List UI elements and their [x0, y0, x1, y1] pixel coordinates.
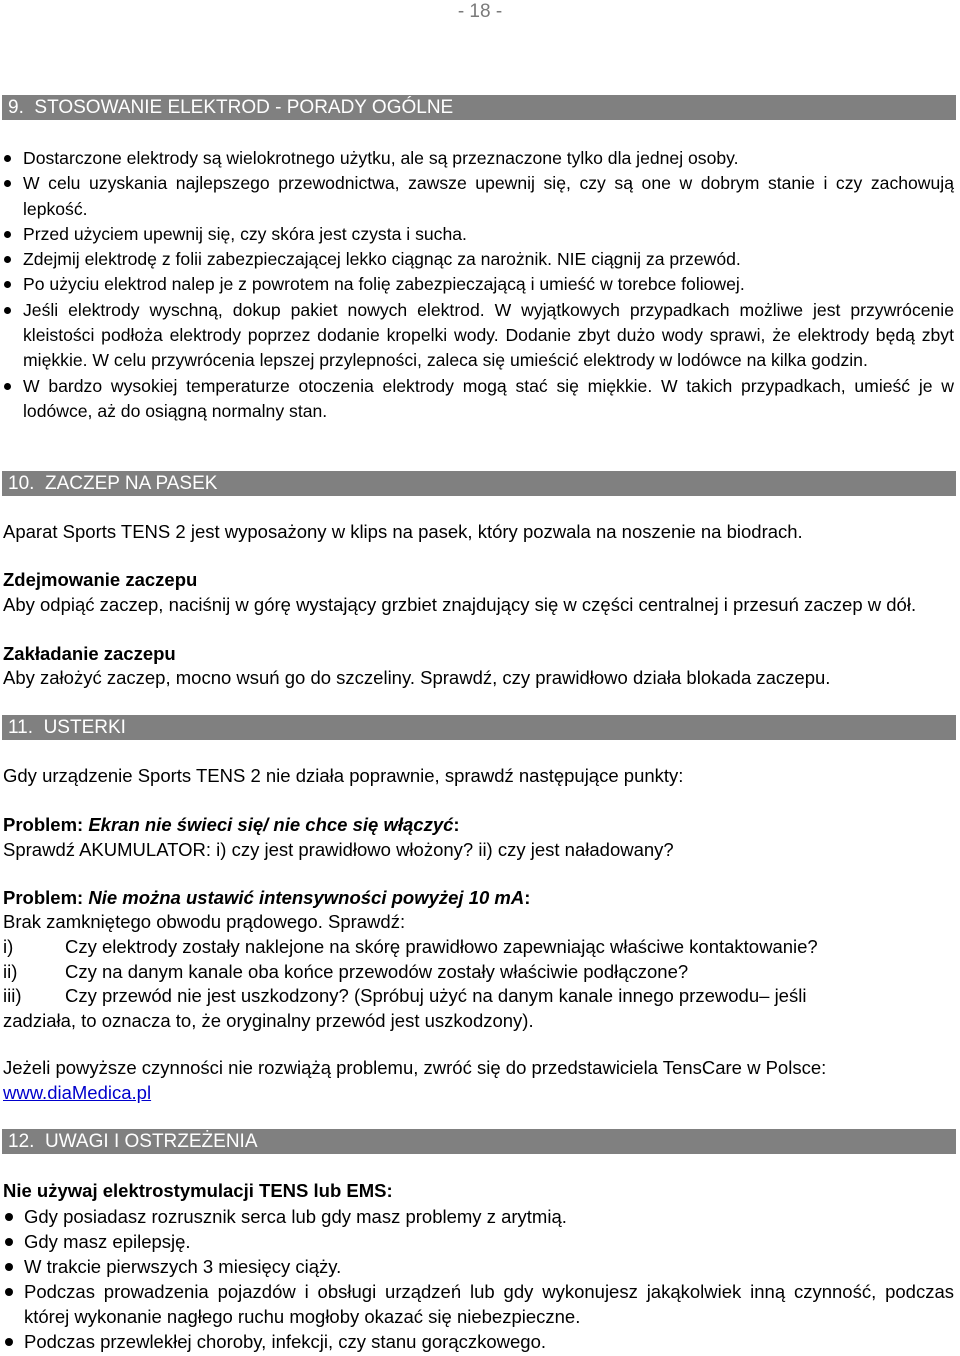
check-item	[3, 960, 955, 985]
check-item	[3, 984, 955, 1009]
list-item: Jeśli elektrody wyschną, dokup pakiet nowych elektrod. W wyjątkowych przypadkach możliwe jest przywrócenie kleistości podłoża elektrody poprzez dodanie kropelki wody. Dodanie zbyt dużo wody sprawi, że elektrody będą zbyt miękkie. W celu przywrócenia lepszej przylepności, zaleca się umieścić elektrody w lodówce na kilka godzin.	[0, 298, 954, 374]
list-item: Zdejmij elektrodę z folii zabezpieczającej lekko ciągnąc za narożnik. NIE ciągnij za przewód.	[0, 247, 954, 272]
section-12-header	[2, 1129, 956, 1154]
section-11-header	[2, 715, 956, 740]
problem-1-text: Sprawdź AKUMULATOR: i) czy jest prawidłowo włożony? ii) czy jest naładowany?	[3, 839, 674, 860]
removal-heading: Zdejmowanie zaczepu	[3, 569, 198, 590]
section-number: 11.	[8, 717, 34, 738]
troubleshoot-intro: Gdy urządzenie Sports TENS 2 nie działa poprawnie, sprawdź następujące punkty:	[3, 765, 684, 786]
check-item	[3, 935, 955, 960]
problem-label: Problem:	[3, 887, 84, 908]
list-item: Gdy masz epilepsję.	[0, 1229, 954, 1254]
warnings-heading: Nie używaj elektrostymulacji TENS lub EMS:	[3, 1180, 393, 1201]
checks-list	[3, 935, 955, 1033]
belt-clip-intro: Aparat Sports TENS 2 jest wyposażony w klips na pasek, który pozwala na noszenie na biodrach.	[3, 521, 803, 542]
contact-text: Jeżeli powyższe czynności nie rozwiążą problemu, zwróć się do przedstawiciela TensCare w Polsce:	[3, 1057, 827, 1078]
attach-text: Aby założyć zaczep, mocno wsuń go do szczeliny. Sprawdź, czy prawidłowo działa blokada zaczepu.	[3, 667, 831, 688]
check-text: Czy przewód nie jest uszkodzony? (Spróbuj użyć na danym kanale innego przewodu– jeśli	[65, 985, 807, 1006]
list-item: Gdy posiadasz rozrusznik serca lub gdy masz problemy z arytmią.	[0, 1204, 954, 1229]
attach-heading: Zakładanie zaczepu	[3, 643, 176, 664]
removal-text: Aby odpiąć zaczep, naciśnij w górę wystający grzbiet znajdujący się w części centralnej i przesuń zaczep w dół.	[3, 594, 917, 615]
section-title: STOSOWANIE ELEKTROD - PORADY OGÓLNE	[34, 97, 454, 118]
problem-label: Problem:	[3, 814, 84, 835]
electrode-tips-list	[0, 146, 954, 424]
diamedica-link[interactable]: www.diaMedica.pl	[3, 1082, 152, 1103]
section-9-header	[2, 95, 956, 120]
list-item: Podczas przewlekłej choroby, infekcji, czy stanu gorączkowego.	[0, 1329, 954, 1354]
check-label: iii)	[3, 985, 22, 1006]
list-item: Dostarczone elektrody są wielokrotnego użytku, ale są przeznaczone tylko dla jednej osoby.	[0, 146, 954, 171]
problem-colon: :	[453, 814, 460, 835]
problem-2-text: Brak zamkniętego obwodu prądowego. Sprawdź:	[3, 911, 406, 932]
section-number: 10.	[8, 473, 35, 494]
list-item: Podczas prowadzenia pojazdów i obsługi urządzeń lub gdy wykonujesz jakąkolwiek inną czynność, podczas której wykonanie nagłego ruchu mogłoby okazać się niebezpieczne.	[0, 1279, 954, 1329]
section-number: 9.	[8, 97, 24, 118]
list-item: W bardzo wysokiej temperaturze otoczenia elektrody mogą stać się miękkie. W takich przypadkach, umieść je w lodówce, aż do osiągną normalny stan.	[0, 374, 954, 425]
problem-title: Nie można ustawić intensywności powyżej 10 mA	[88, 887, 525, 908]
list-item: W trakcie pierwszych 3 miesięcy ciąży.	[0, 1254, 954, 1279]
check-text: Czy na danym kanale oba końce przewodów zostały właściwie podłączone?	[65, 960, 689, 982]
check-text: Czy elektrody zostały naklejone na skórę prawidłowo zapewniając właściwe kontaktowanie?	[65, 936, 818, 957]
problem-1-heading	[3, 813, 955, 838]
section-10-header	[2, 471, 956, 496]
page-number: - 18 -	[457, 1, 503, 22]
contact-link-wrap	[3, 1081, 955, 1106]
section-number: 12.	[8, 1131, 35, 1152]
problem-title: Ekran nie świeci się/ nie chce się włączyć	[88, 814, 454, 835]
problem-colon: :	[524, 887, 531, 908]
list-item: Po użyciu elektrod nalep je z powrotem na folię zabezpieczającą i umieść w torebce foliowej.	[0, 272, 954, 297]
list-item: W celu uzyskania najlepszego przewodnictwa, zawsze upewnij się, czy są one w dobrym stanie i czy zachowują lepkość.	[0, 171, 954, 222]
check-label: ii)	[3, 960, 18, 982]
section-title: UWAGI I OSTRZEŻENIA	[44, 1131, 258, 1152]
list-item: Przed użyciem upewnij się, czy skóra jest czysta i sucha.	[0, 222, 954, 247]
problem-2-heading	[3, 886, 955, 911]
check-continuation: zadziała, to oznacza to, że oryginalny przewód jest uszkodzony).	[3, 1009, 534, 1031]
section-title: ZACZEP NA PASEK	[44, 473, 218, 494]
check-label: i)	[3, 936, 14, 957]
section-title: USTERKI	[43, 717, 126, 738]
contraindications-list	[0, 1204, 954, 1354]
